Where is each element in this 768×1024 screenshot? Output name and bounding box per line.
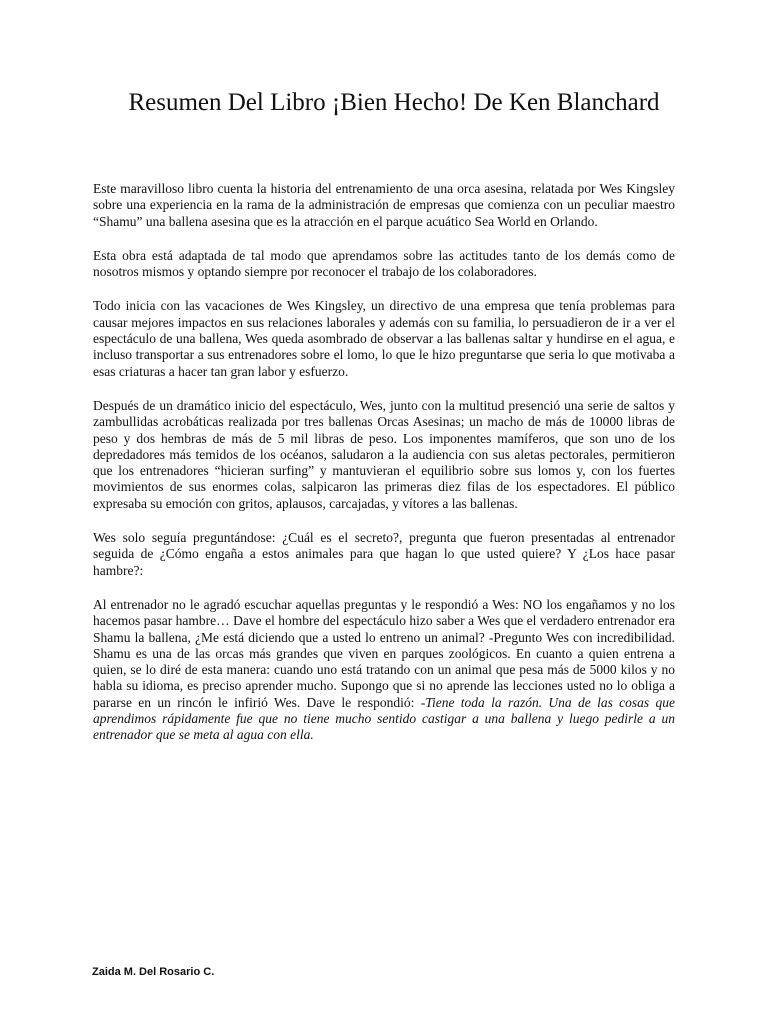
paragraph-1: Este maravilloso libro cuenta la historia del entrenamiento de una orca asesina, relatada por Wes Kingsley sobre una experiencia en la rama de la administración de empresas que comienza con un peculiar maestro “Shamu” una ballena asesina que es la atracción en el parque acuático Sea World en Orlando. [93,181,675,229]
paragraph-6 [93,597,675,744]
paragraph-4: Después de un dramático inicio del espectáculo, Wes, junto con la multitud presenció una serie de saltos y zambullidas acrobáticas realizada por tres ballenas Orcas Asesinas; un macho de más de 10000 libras de peso y dos hembras de más de 5 mil libras de peso. Los imponentes mamíferos, que son uno de los depredadores más temidos de los océanos, saludaron a la audiencia con sus aletas pectorales, permitieron que los entrenadores “hicieran surfing” y mantuvieran el equilibrio sobre sus lomos y, con los fuertes movimientos de sus enormes colas, salpicaron las primeras diez filas de los espectadores. El público expresaba su emoción con gritos, aplausos, carcajadas, y vítores a las ballenas. [93,397,675,511]
paragraph-6-text: Al entrenador no le agradó escuchar aquellas preguntas y le respondió a Wes: NO los engañamos y no los hacemos pasar hambre… Dave el hombre del espectáculo hizo saber a Wes que el verdadero entrenador era Shamu la ballena, ¿Me está diciendo que a usted lo entreno un animal? -Pregunto Wes con incredibilidad. Shamu es una de las orcas más grandes que viven en parques zoológicos. En cuanto a quien entrena a quien, se lo diré de esta manera: cuando uno está tratando con un animal que pesa más de 5000 kilos y no habla su idioma, es preciso aprender mucho. Supongo que si no aprende las lecciones usted no lo obliga a pararse en un rincón le infirió Wes. Dave le respondió: - [93,596,675,710]
paragraph-5: Wes solo seguía preguntándose: ¿Cuál es el secreto?, pregunta que fueron presentadas al entrenador seguida de ¿Cómo engaña a estos animales para que hagan lo que usted quiere? Y ¿Los hace pasar hambre?: [93,530,675,578]
paragraph-3: Todo inicia con las vacaciones de Wes Kingsley, un directivo de una empresa que tenía problemas para causar mejores impactos en sus relaciones laborales y además con su familia, lo persuadieron de ir a ver el espectáculo de una ballena, Wes queda asombrado de observar a las ballenas saltar y hundirse en el agua, e incluso transportar a sus entrenadores sobre el lomo, lo que le hizo preguntarse que seria lo que motivaba a esas criaturas a hacer tan gran labor y esfuerzo. [93,298,675,379]
document-title: Resumen Del Libro ¡Bien Hecho! De Ken Blanchard [128,89,660,116]
paragraph-2: Esta obra está adaptada de tal modo que aprendamos sobre las actitudes tanto de los demás como de nosotros mismos y optando siempre por reconocer el trabajo de los colaboradores. [93,247,675,280]
footer-author: Zaida M. Del Rosario C. [92,966,215,978]
paragraph-6-italic-text: Tiene toda la razón. Una de las cosas que aprendimos rápidamente fue que no tiene mucho sentido castigar a una ballena y luego pedirle a un entrenador que se meta al agua con ella. [93,694,675,743]
document-body [93,181,675,762]
